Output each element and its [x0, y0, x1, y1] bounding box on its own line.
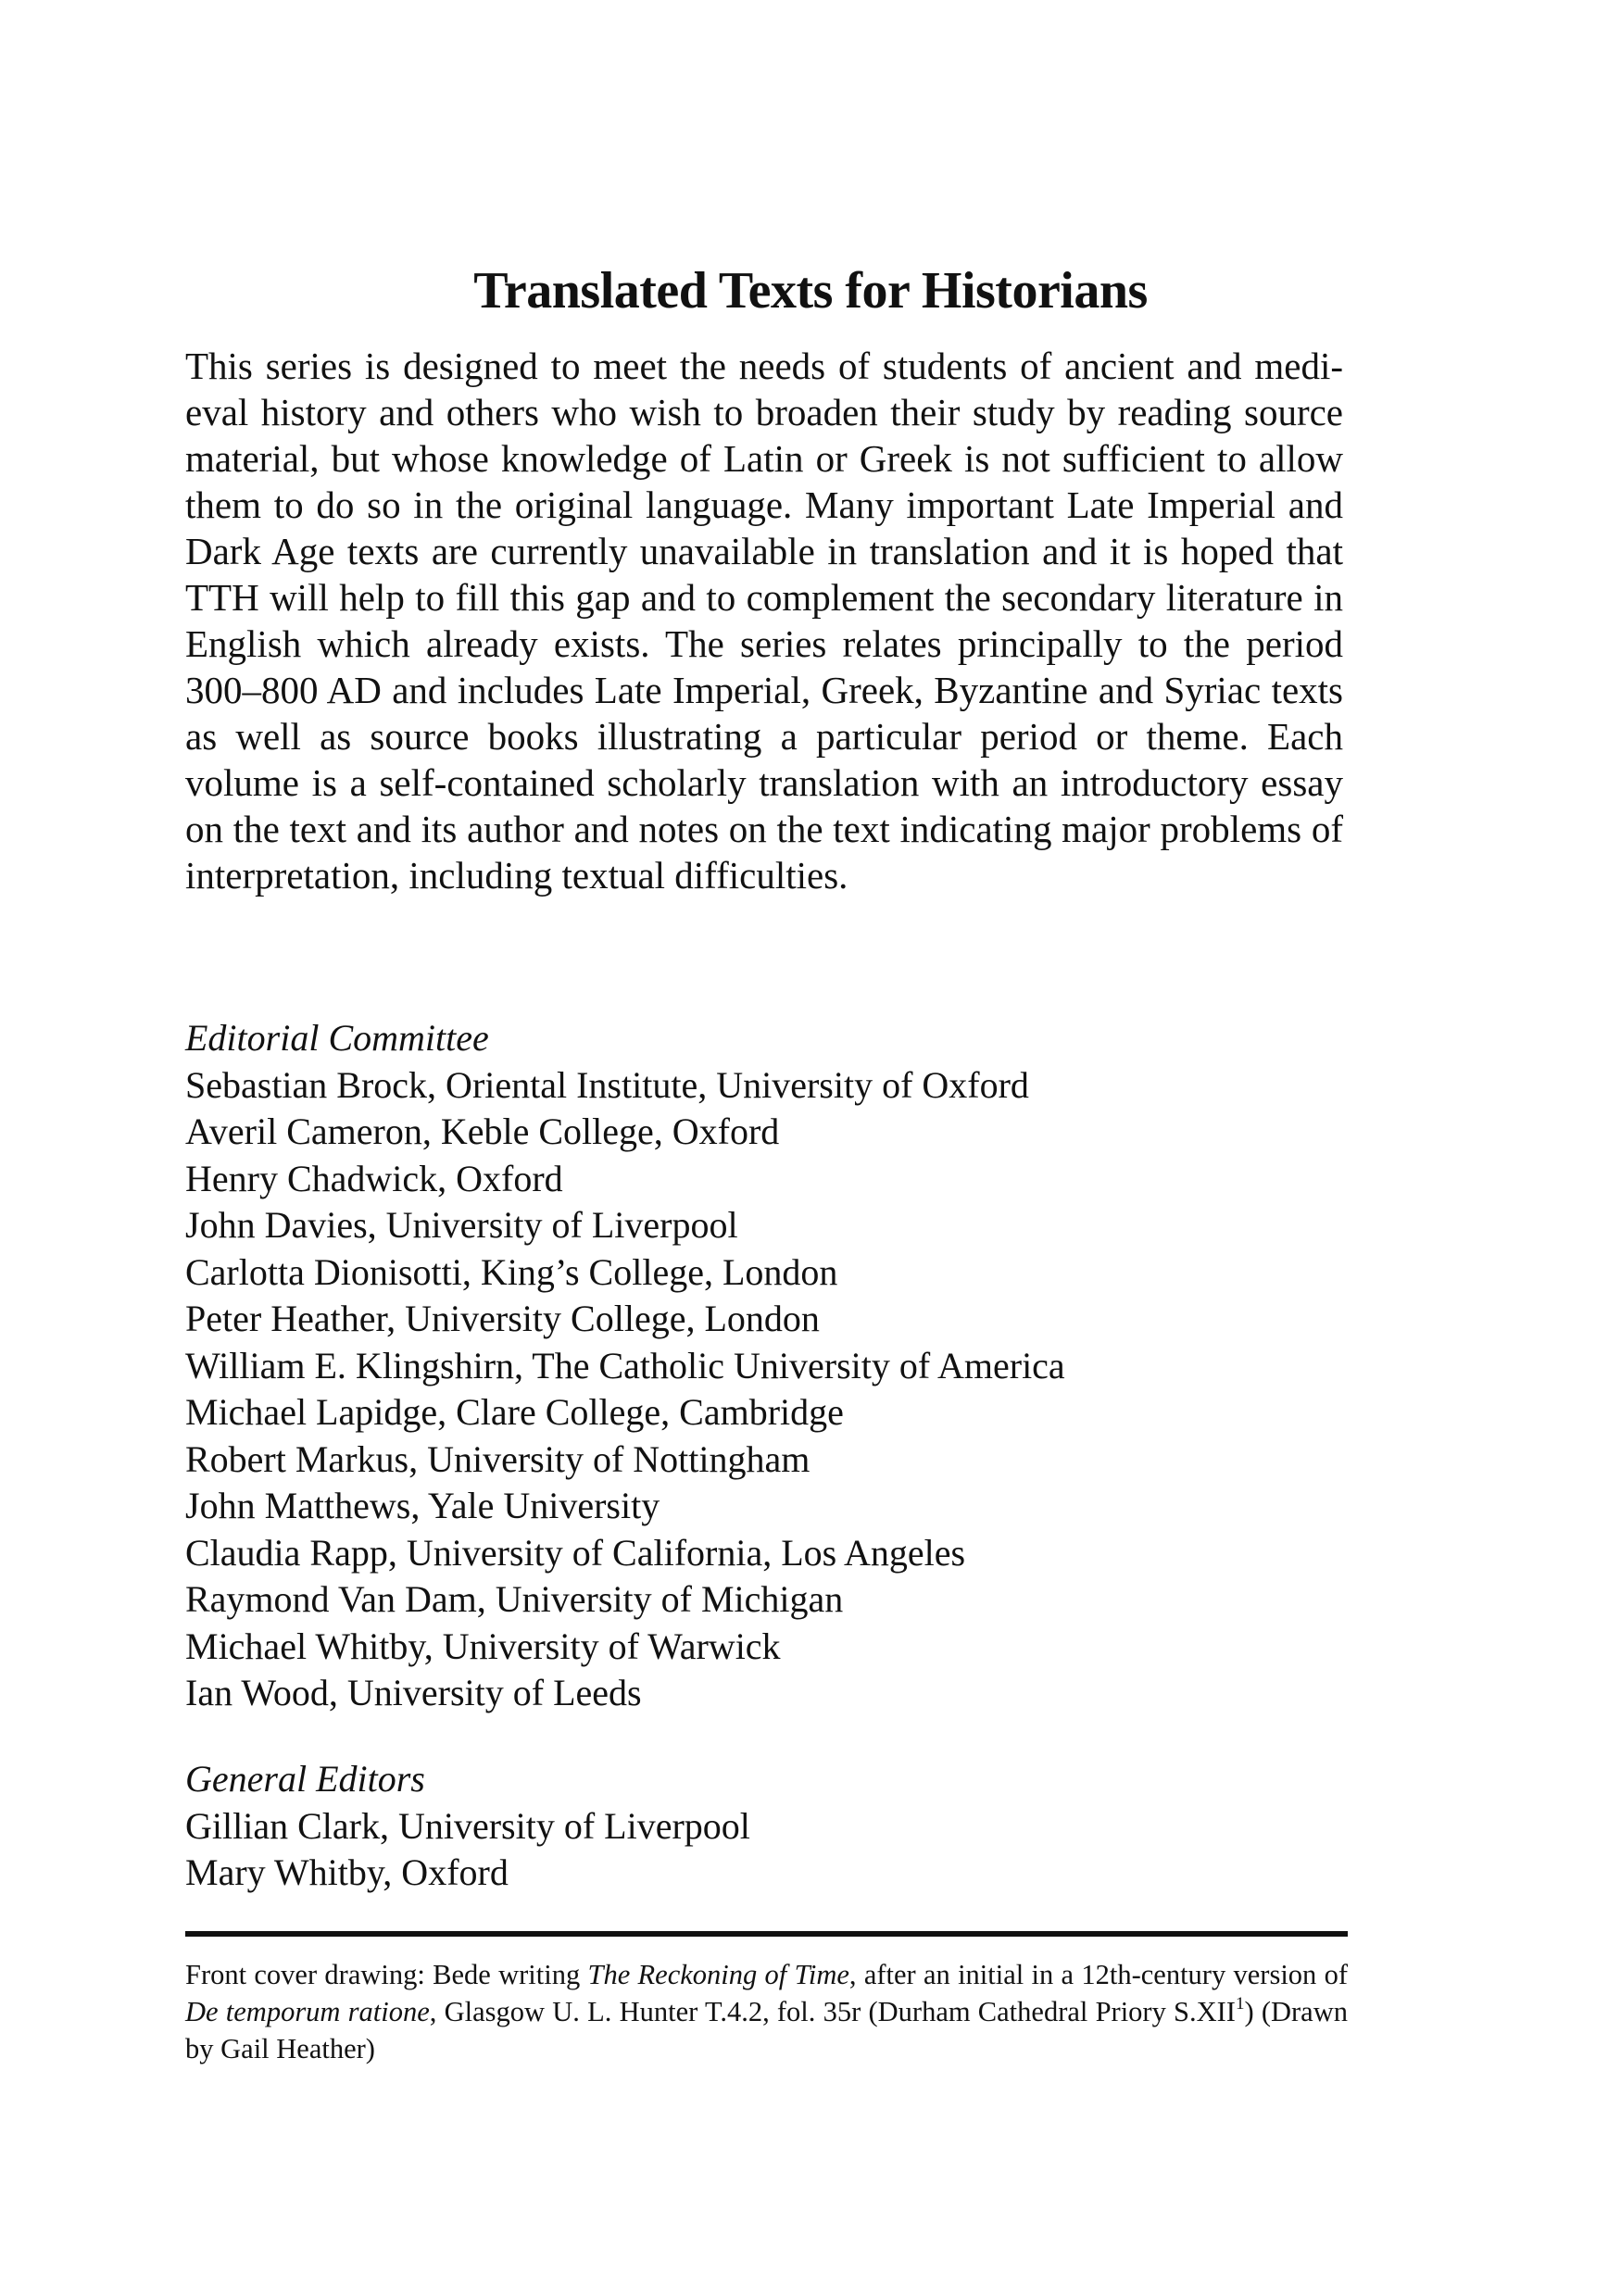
- series-description: This series is designed to meet the needs of students of ancient and medi-eval history and others who wish to broaden their study by reading source material, but whose knowledge of Latin or Greek is not sufficient to allow them to do so in the original language. Many important Late Imperial and Dark Age texts are currently unavailable in translation and it is hoped that TTH will help to fill this gap and to complement the secondary literature in English which already exists. The series relates principally to the period 300–800 AD and includes Late Imperial, Greek, Byzantine and Syriac texts as well as source books illustrating a particular period or theme. Each volume is a self-contained scholarly translation with an introductory essay on the text and its author and notes on the text indicating major problems of interpretation, including textual difficulties.: [185, 345, 1343, 897]
- committee-member: Claudia Rapp, University of California, Los Angeles: [185, 1531, 966, 1574]
- cover-credit: [185, 1956, 1348, 2067]
- committee-member: Averil Cameron, Keble College, Oxford: [185, 1110, 780, 1152]
- credit-superscript: 1: [1235, 1993, 1245, 2014]
- page-title: Translated Texts for Historians: [473, 262, 1148, 320]
- general-editors-heading: General Editors: [185, 1758, 425, 1800]
- committee-member: Robert Markus, University of Nottingham: [185, 1437, 810, 1480]
- footer-divider: [185, 1931, 1348, 1937]
- committee-member: Peter Heather, University College, London: [185, 1298, 820, 1339]
- committee-member: Carlotta Dionisotti, King’s College, London: [185, 1250, 838, 1293]
- credit-end: ) (Drawn by Gail Heather): [185, 1996, 1348, 2064]
- committee-member: Michael Whitby, University of Warwick: [185, 1625, 781, 1667]
- general-editor: Mary Whitby, Oxford: [185, 1851, 509, 1893]
- credit-tail: , Glasgow U. L. Hunter T.4.2, fol. 35r (Durham Cathedral Priory S.XII: [429, 1996, 1236, 2027]
- committee-member: William E. Klingshirn, The Catholic University of America: [185, 1344, 1065, 1386]
- credit-work-title: The Reckoning of Time: [587, 1959, 849, 1990]
- credit-middle: , after an initial in a 12th-century version of: [848, 1959, 1348, 1990]
- committee-member: Ian Wood, University of Leeds: [185, 1672, 642, 1713]
- credit-latin-title: De temporum ratione: [185, 1996, 430, 2027]
- committee-member: John Matthews, Yale University: [185, 1485, 660, 1526]
- committee-member: John Davies, University of Liverpool: [185, 1204, 738, 1246]
- committee-member: Michael Lapidge, Clare College, Cambridge: [185, 1391, 844, 1433]
- credit-lead: Front cover drawing: Bede writing: [185, 1959, 588, 1990]
- editorial-committee-section: [185, 1015, 1343, 1717]
- editorial-committee-heading: Editorial Committee: [185, 1017, 489, 1059]
- general-editors-section: [185, 1756, 1343, 1897]
- general-editor: Gillian Clark, University of Liverpool: [185, 1804, 750, 1847]
- committee-member: Henry Chadwick, Oxford: [185, 1157, 563, 1199]
- committee-member: Raymond Van Dam, University of Michigan: [185, 1578, 844, 1620]
- committee-member: Sebastian Brock, Oriental Institute, University of Oxford: [185, 1063, 1029, 1106]
